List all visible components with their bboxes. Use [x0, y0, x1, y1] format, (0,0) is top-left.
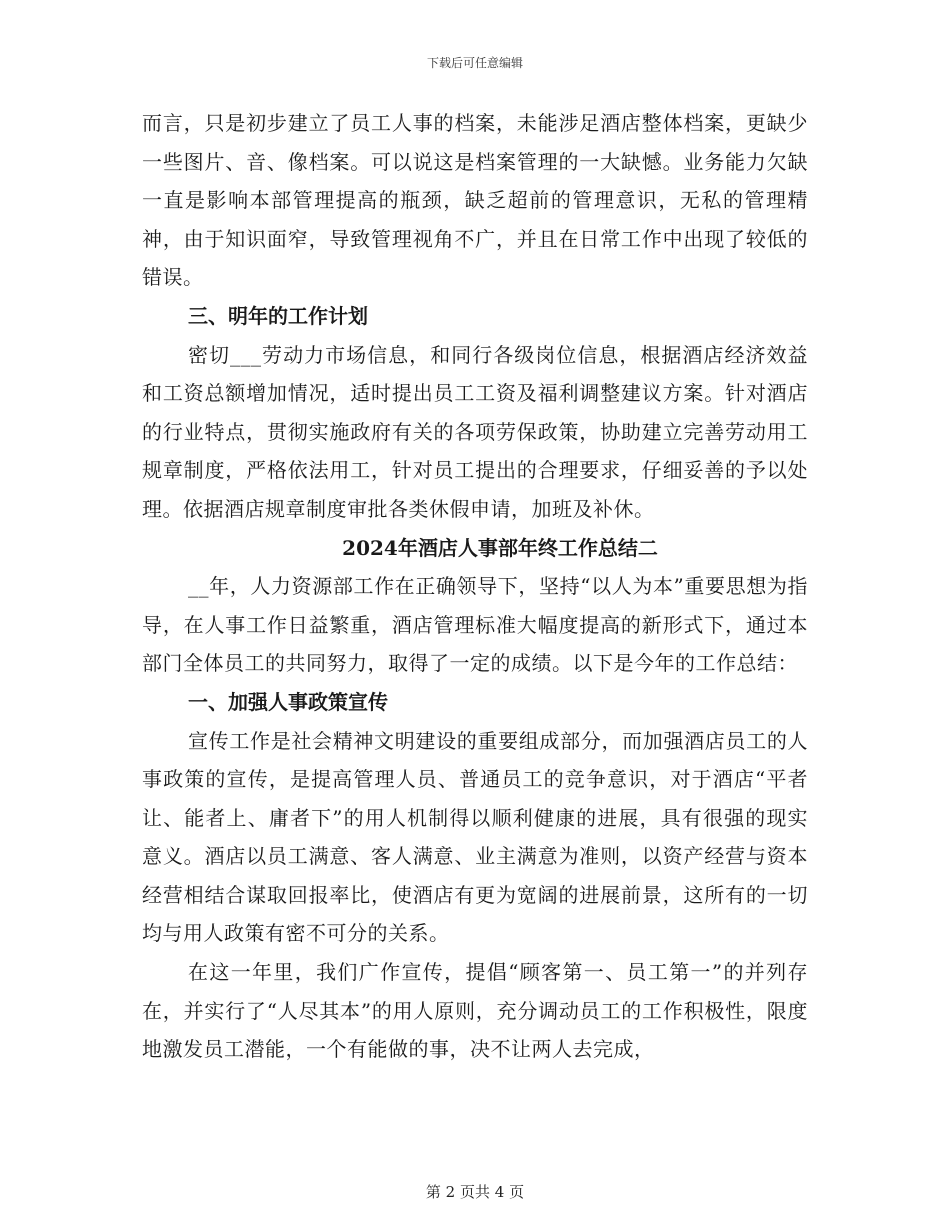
paragraph-policy-promotion: 宣传工作是社会精神文明建设的重要组成部分，而加强酒店员工的人事政策的宣传，是提高管理人员、普通员工的竞争意识，对于酒店“平者让、能者上、庸者下”的用人机制得以顺利健康的进展，具有很强的现实意义。酒店以员工满意、客人满意、业主满意为准则，以资产经营与资本经营相结合谋取回报率比，使酒店有更为宽阔的进展前景，这所有的一切均与用人政策有密不可分的关系。: [142, 728, 808, 946]
paragraph-this-year: 在这一年里，我们广作宣传，提倡“顾客第一、员工第一”的并列存在，并实行了“人尽其本”的用人原则，充分调动员工的工作积极性，限度地激发员工潜能，一个有能做的事，决不让两人去完成，: [142, 960, 808, 1062]
section-heading-next-year-plan: 三、明年的工作计划: [188, 303, 368, 328]
section-heading-policy-promotion: 一、加强人事政策宣传: [188, 689, 388, 714]
paragraph-summary-intro: __年，人力资源部工作在正确领导下，坚持“以人为本”重要思想为指导，在人事工作日益繁重，酒店管理标准大幅度提高的新形式下，通过本部门全体员工的共同努力，取得了一定的成绩。以下是今年的工作总结：: [142, 574, 808, 676]
document-body: [142, 104, 808, 1069]
paragraph-archive-shortcomings: 而言，只是初步建立了员工人事的档案，未能涉足酒店整体档案，更缺少一些图片、音、像档案。可以说这是档案管理的一大缺憾。业务能力欠缺一直是影响本部管理提高的瓶颈，缺乏超前的管理意识，无私的管理精神，由于知识面窄，导致管理视角不广，并且在日常工作中出现了较低的错误。: [142, 111, 808, 290]
document-title-summary-two: 2024年酒店人事部年终工作总结二: [342, 535, 658, 560]
page-footer: 第 2 页共 4 页: [425, 1183, 525, 1201]
page-header: 下载后可任意编辑: [426, 56, 523, 70]
paragraph-next-year-plan: 密切___劳动力市场信息，和同行各级岗位信息，根据酒店经济效益和工资总额增加情况，适时提出员工工资及福利调整建议方案。针对酒店的行业特点，贯彻实施政府有关的各项劳保政策，协助建立完善劳动用工规章制度，严格依法用工，针对员工提出的合理要求，仔细妥善的予以处理。依据酒店规章制度审批各类休假申请，加班及补休。: [142, 342, 808, 521]
